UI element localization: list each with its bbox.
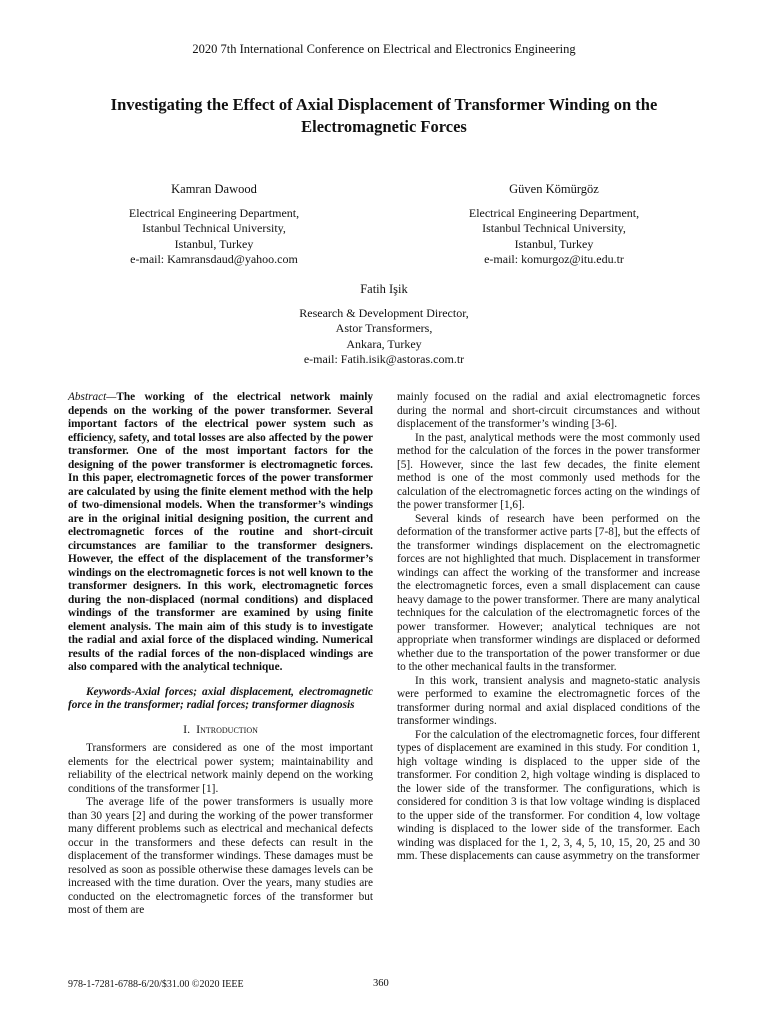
section-title: Introduction xyxy=(196,721,258,736)
paragraph: In this work, transient analysis and magneto-static analysis were performed to examine the electromagnetic forces of the transformer during normal and axial displaced conditions of the transformer windings. xyxy=(397,674,700,727)
conference-header: 2020 7th International Conference on Electrical and Electronics Engineering xyxy=(192,42,576,56)
section-number: I. xyxy=(183,721,191,736)
author-city: Istanbul, Turkey xyxy=(174,236,254,251)
paragraph: For the calculation of the electromagnetic forces, four different types of displacement are examined in this study. For condition 1, high voltage winding is displaced to the upper side of the transformer. For condition 2, high voltage winding is displaced to the lower side of the transformer. The configurations, which is considered for condition 3 is that low voltage winding is displaced to the upper side of the transformer. For condition 4, low voltage winding is displaced to the lower side of the transformer. Each winding was displaced for the 1, 2, 3, 4, 5, 10, 15, 20, 25 and 30 mm. These displacements can cause asymmetry on the transformer xyxy=(397,728,700,862)
author-org: Istanbul Technical University, xyxy=(142,221,286,236)
author-block-3 xyxy=(264,282,504,368)
title-line-1: Investigating the Effect of Axial Displacement of Transformer Winding on the xyxy=(110,95,658,114)
section-heading-introduction xyxy=(68,723,373,737)
right-column xyxy=(397,391,700,864)
author-name: Kamran Dawood xyxy=(171,182,257,196)
author-org: Istanbul Technical University, xyxy=(482,221,626,236)
paragraph: In the past, analytical methods were the most commonly used method for the calculation of the forces in the power transformer [5]. However, since the last few decades, the finite element method is one of the most commonly used methods for the calculation of the electromagnetic forces acting on the windings of the power transformer [1,6]. xyxy=(397,431,700,511)
paragraph: The average life of the power transformers is usually more than 30 years [2] and during the working of the power transformer many different problems such as electrical and mechanical defects occur in the transformers and these defects can result in the displacement of the transformer windings. These damages must be resolved as soon as possible otherwise these damages levels can be increased with the time duration. Over the years, many studies are conducted on the electromagnetic forces of the transformer but most of them are xyxy=(68,796,373,916)
author-email[interactable]: e-mail: Kamransdaud@yahoo.com xyxy=(130,252,298,267)
abstract-text: The working of the electrical network mainly depends on the working of the power transformer. Several important factors of the electrical power system such as efficiency, safety, and total losses are also affected by the power transformer. One of the most important factors for the designing of the power transformer is electromagnetic forces. In this paper, electromagnetic forces of the power transformer are calculated by using the finite element method with the help of two-dimensional models. When the transformer’s windings are in the original initial designing position, the current and electromagnetic forces of the routine and short-circuit circumstances are familiar to the transformer designers. However, the effect of the displacement of the transformer’s windings on the electromagnetic forces is not well known to the transformer designers. In this work, electromagnetic forces during the non-displaced (normal conditions) and displaced windings of the transformer are examined by using finite element analysis. The main aim of this study is to investigate the radial and axial force of the displaced winding. Numerical results of the radial forces of the non-displaced windings are also compared with the analytical technique. xyxy=(68,391,373,673)
author-org: Astor Transformers, xyxy=(335,321,433,336)
author-city: Istanbul, Turkey xyxy=(514,236,594,251)
author-city: Ankara, Turkey xyxy=(346,336,422,351)
copyright-footer: 978-1-7281-6788-6/20/$31.00 ©2020 IEEE xyxy=(68,979,244,990)
left-column xyxy=(68,391,373,918)
author-email[interactable]: e-mail: Fatih.isik@astoras.com.tr xyxy=(303,352,465,367)
paragraph: Transformers are considered as one of the most important elements for the electrical power system; maintainability and reliability of the electrical network mainly depend on the working conditions of the transformer [1]. xyxy=(68,742,373,795)
keywords: Keywords-Axial forces; axial displacement, electromagnetic force in the transformer; radial forces; transformer diagnosis xyxy=(68,685,373,711)
author-name: Güven Kömürgöz xyxy=(509,182,599,196)
author-email[interactable]: e-mail: komurgoz@itu.edu.tr xyxy=(484,252,624,267)
paragraph: mainly focused on the radial and axial electromagnetic forces during the normal and short-circuit circumstances and without displacement of the transformer’s winding [3-6]. xyxy=(397,391,700,430)
paper-title xyxy=(60,94,708,138)
author-dept: Electrical Engineering Department, xyxy=(468,205,640,220)
author-dept: Electrical Engineering Department, xyxy=(128,205,300,220)
abstract xyxy=(68,391,373,675)
abstract-lead: Abstract— xyxy=(68,391,117,403)
author-dept: Research & Development Director, xyxy=(299,305,469,320)
author-name: Fatih Işik xyxy=(360,282,408,296)
page-number: 360 xyxy=(373,978,389,989)
paragraph: Several kinds of research have been performed on the deformation of the transformer active parts [7-8], but the effects of the transformer windings displacement on the electromagnetic forces are not highlighted that much. Displacement in transformer windings can affect the working of the transformer and increase the electromagnetic forces, even a small displacement can cause heavy damage to the power transformer. There are many analytical techniques for the calculation of the electromagnetic forces of the power transformer. However; analytical techniques are not appropriate when transformer windings are displaced or deformed whether due to the transportation of the power transformer or due to the other mechanical faults in the transformer. xyxy=(397,512,700,673)
author-block-1 xyxy=(94,182,334,268)
author-block-2 xyxy=(434,182,674,268)
title-line-2: Electromagnetic Forces xyxy=(301,117,467,136)
